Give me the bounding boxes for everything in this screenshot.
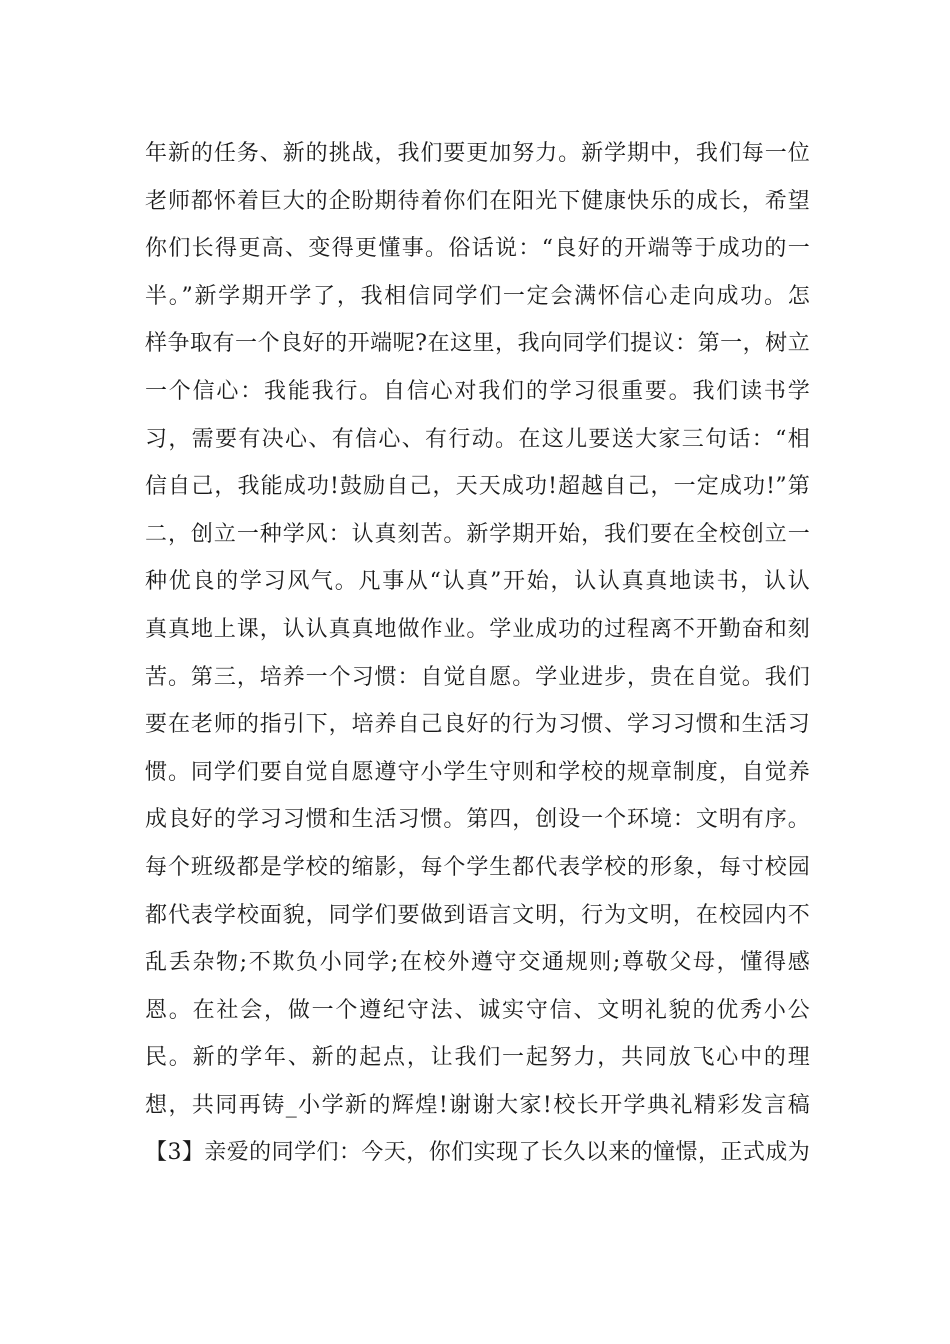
text-line: 半。”新学期开学了，我相信同学们一定会满怀信心走向成功。怎 bbox=[145, 283, 810, 309]
text-line: 民。新的学年、新的起点，让我们一起努力，共同放飞心中的理 bbox=[145, 1045, 810, 1071]
text-line: 恩。在社会，做一个遵纪守法、诚实守信、文明礼貌的优秀小公 bbox=[145, 997, 810, 1023]
body-text bbox=[145, 130, 810, 1177]
text-line: 信自己，我能成功!鼓励自己，天天成功!超越自己，一定成功!”第 bbox=[145, 474, 810, 500]
text-line: 年新的任务、新的挑战，我们要更加努力。新学期中，我们每一位 bbox=[145, 141, 810, 166]
text-line: 每个班级都是学校的缩影，每个学生都代表学校的形象，每寸校园 bbox=[145, 854, 810, 880]
text-line: 惯。同学们要自觉自愿遵守小学生守则和学校的规章制度，自觉养 bbox=[145, 759, 810, 785]
text-line: 真真地上课，认认真真地做作业。学业成功的过程离不开勤奋和刻 bbox=[145, 616, 810, 642]
text-line: 你们长得更高、变得更懂事。俗话说：“良好的开端等于成功的一 bbox=[145, 236, 810, 262]
text-line: 都代表学校面貌，同学们要做到语言文明，行为文明，在校园内不 bbox=[145, 902, 810, 928]
text-line: 老师都怀着巨大的企盼期待着你们在阳光下健康快乐的成长，希望 bbox=[145, 188, 810, 214]
text-line: 二，创立一种学风：认真刻苦。新学期开始，我们要在全校创立一 bbox=[145, 521, 810, 547]
text-line: 一个信心：我能我行。自信心对我们的学习很重要。我们读书学 bbox=[145, 378, 810, 404]
text-line: 要在老师的指引下，培养自己良好的行为习惯、学习习惯和生活习 bbox=[145, 712, 810, 738]
text-line: 成良好的学习习惯和生活习惯。第四，创设一个环境：文明有序。 bbox=[145, 807, 810, 833]
text-line: 苦。第三，培养一个习惯：自觉自愿。学业进步，贵在自觉。我们 bbox=[145, 664, 810, 690]
text-line: 习，需要有决心、有信心、有行动。在这儿要送大家三句话：“相 bbox=[145, 426, 810, 452]
text-line: 种优良的学习风气。凡事从“认真”开始，认认真真地读书，认认 bbox=[145, 569, 810, 595]
text-line: 样争取有一个良好的开端呢?在这里，我向同学们提议：第一，树立 bbox=[145, 331, 810, 357]
text-line: 想，共同再铸_小学新的辉煌!谢谢大家!校长开学典礼精彩发言稿 bbox=[145, 1092, 810, 1118]
text-line: 【3】亲爱的同学们：今天，你们实现了长久以来的憧憬，正式成为 bbox=[145, 1140, 810, 1166]
text-line: 乱丢杂物;不欺负小同学;在校外遵守交通规则;尊敬父母，懂得感 bbox=[145, 950, 810, 976]
